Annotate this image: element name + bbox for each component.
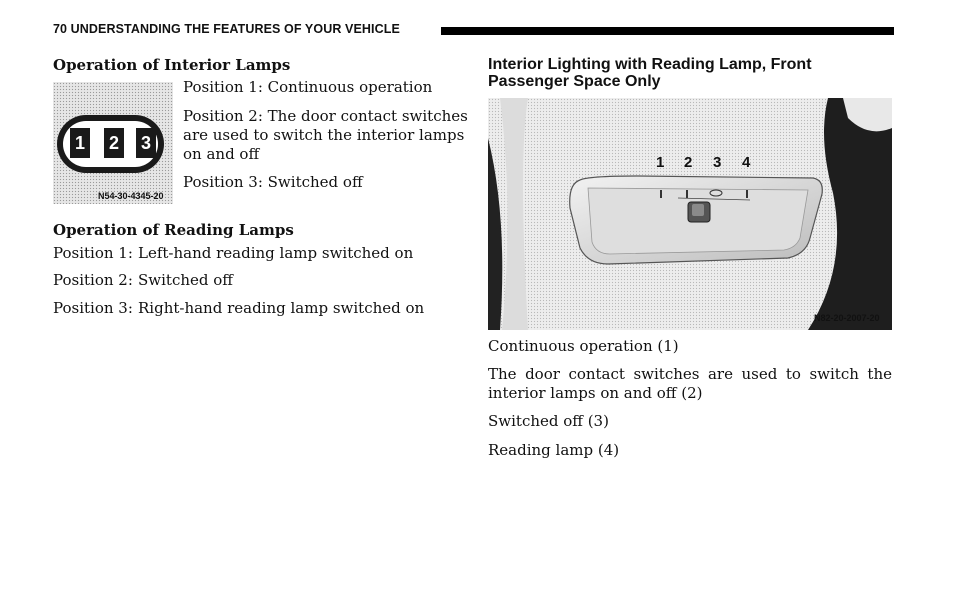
reading-pos-1-label: Position 1: bbox=[53, 244, 133, 262]
callout-4: 4 bbox=[742, 154, 751, 171]
switch-key-2: 2 bbox=[104, 128, 124, 158]
position-2-line-2: are used to switch the interior lamps bbox=[183, 126, 465, 144]
figure-code-left: N54-30-4345-20 bbox=[98, 191, 164, 201]
position-3-text: Position 3: Switched off bbox=[183, 173, 363, 191]
switched-off-text: Switched off (3) bbox=[488, 412, 609, 430]
header-rule bbox=[441, 27, 894, 35]
position-1-text: Position 1: Continuous operation bbox=[183, 78, 433, 96]
interior-lamps-heading: Operation of Interior Lamps bbox=[53, 56, 291, 74]
callout-2: 2 bbox=[684, 154, 693, 171]
reading-lamp-figure bbox=[488, 98, 892, 330]
reading-pos-2-label: Position 2: bbox=[53, 271, 133, 289]
switch-key-3: 3 bbox=[136, 128, 156, 158]
figure-code-right: N82-20-2007-20 bbox=[814, 313, 880, 323]
callout-3: 3 bbox=[713, 154, 722, 171]
door-switch-line-2: interior lamps on and off (2) bbox=[488, 384, 703, 402]
reading-lamps-heading: Operation of Reading Lamps bbox=[53, 221, 294, 239]
position-2-line-1: Position 2: The door contact switches bbox=[183, 107, 468, 125]
reading-pos-1-text: Left-hand reading lamp switched on bbox=[138, 244, 414, 262]
reading-lamp-section-heading bbox=[488, 56, 888, 90]
switch-key-1: 1 bbox=[70, 128, 90, 158]
position-2-line-3: on and off bbox=[183, 145, 260, 163]
heading-line-1: Interior Lighting with Reading Lamp, Front bbox=[488, 56, 812, 73]
reading-lamp-text: Reading lamp (4) bbox=[488, 441, 620, 459]
reading-pos-2-text: Switched off bbox=[138, 271, 233, 289]
callout-1: 1 bbox=[656, 154, 665, 171]
reading-pos-3-label: Position 3: bbox=[53, 299, 133, 317]
reading-pos-3-text: Right-hand reading lamp switched on bbox=[138, 299, 425, 317]
header-title: 70 UNDERSTANDING THE FEATURES OF YOUR VEHICLE bbox=[53, 22, 400, 36]
continuous-operation-text: Continuous operation (1) bbox=[488, 337, 679, 355]
reading-lamp-illustration bbox=[488, 98, 892, 330]
heading-line-2: Passenger Space Only bbox=[488, 73, 661, 90]
door-switch-line-1: The door contact switches are used to switch the bbox=[488, 365, 892, 383]
